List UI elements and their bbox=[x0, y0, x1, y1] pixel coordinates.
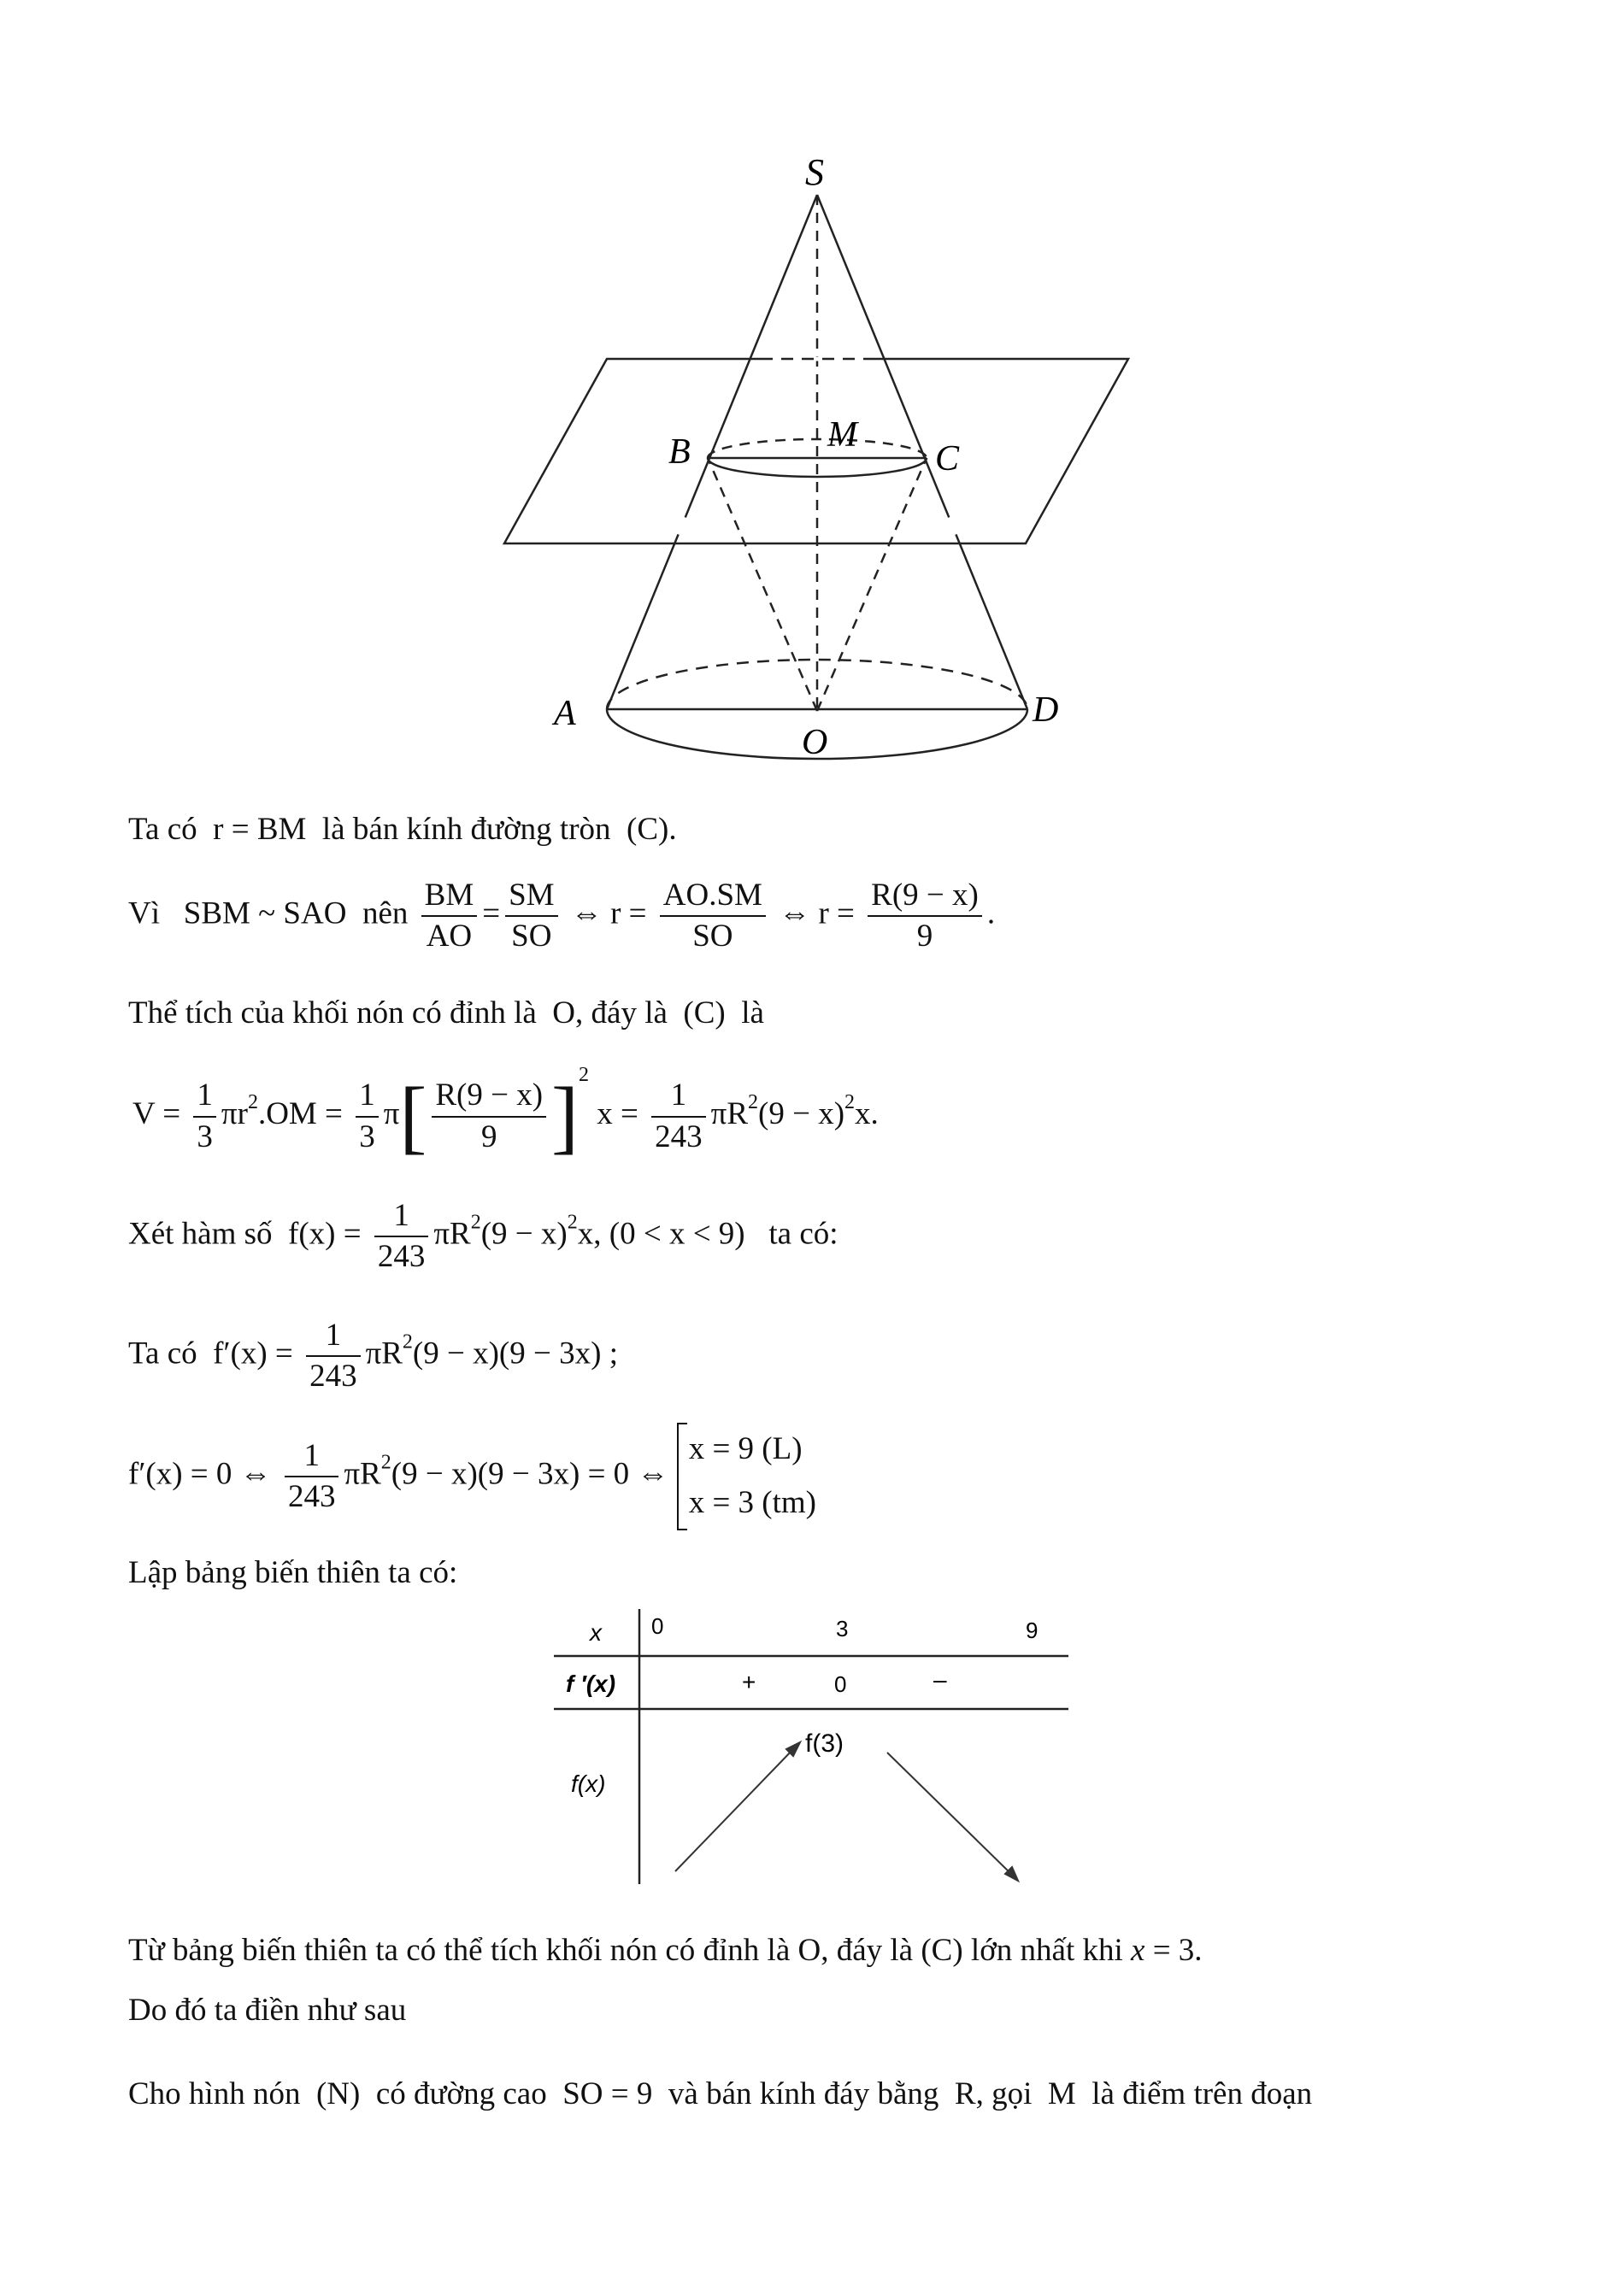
label-c: C bbox=[935, 439, 960, 479]
label-b: B bbox=[668, 432, 691, 472]
line-function: Xét hàm số f(x) = $\frac{1}{243}$ $\pi R^2(9 - x)^2x$, (0 < x < 9) ta có: bbox=[128, 1198, 838, 1275]
table-sign-minus: – bbox=[933, 1666, 947, 1693]
table-sign-zero: 0 bbox=[834, 1671, 847, 1697]
table-max-label: f(3) bbox=[805, 1729, 844, 1758]
line-radius: Ta có r = BM là bán kính đường tròn (C). bbox=[128, 812, 677, 847]
line-derivative-zero: f′(x) = 0 ⇔ $\frac{1}{243}$ $\pi R^2(9 - x)(9 - 3x) = 0$ ⇔ x = 9 (L) x = 3 (tm) bbox=[128, 1423, 816, 1530]
table-x-label: x bbox=[590, 1619, 602, 1646]
line-problem: Cho hình nón (N) có đường cao SO = 9 và bán kính đáy bằng R, gọi M là điểm trên đoạn bbox=[128, 2076, 1313, 2111]
decrease-arrow bbox=[887, 1753, 1013, 1876]
solution-cases: x = 9 (L) x = 3 (tm) bbox=[677, 1423, 816, 1530]
increase-arrow bbox=[675, 1747, 795, 1871]
label-s: S bbox=[805, 151, 824, 193]
line-conclusion: Từ bảng biến thiên ta có thể tích khối nón có đỉnh là O, đáy là (C) lớn nhất khi x = 3. bbox=[128, 1933, 1203, 1968]
label-d: D bbox=[1033, 690, 1059, 730]
cone-figure bbox=[479, 137, 1145, 769]
table-sign-plus: + bbox=[742, 1669, 756, 1695]
line-derivative: Ta có f′(x) = $\frac{1}{243}$ $\pi R^2(9 - x)(9 - 3x)$ ; bbox=[128, 1318, 618, 1395]
label-m: M bbox=[827, 415, 857, 455]
label-a: A bbox=[554, 694, 576, 733]
line-volume-intro: Thể tích của khối nón có đỉnh là O, đáy là (C) là bbox=[128, 995, 764, 1031]
line-similarity: Vì SBM ~ SAO nên $\frac{BM}{AO}$ = $\frac{SM}{SO}$ ⇔ r = $\frac{AO.SM}{SO}$ ⇔ r = $\frac{R(9 - x)}{9}$ . bbox=[128, 878, 996, 954]
table-x-9: 9 bbox=[1026, 1618, 1039, 1643]
line-fill-in: Do đó ta điền như sau bbox=[128, 1993, 407, 2028]
table-f-label: f(x) bbox=[571, 1770, 606, 1797]
variation-table bbox=[547, 1602, 1077, 1893]
table-x-3: 3 bbox=[836, 1616, 849, 1641]
line-table-intro: Lập bảng biến thiên ta có: bbox=[128, 1555, 458, 1590]
table-fprime-label: f ′(x) bbox=[566, 1671, 616, 1697]
label-o: O bbox=[802, 723, 828, 762]
line-volume-formula: V = $\frac{1}{3}$ $\pi r^2.OM$ = $\frac{1}{3}$ π[ $\frac{R(9 - x)}{9}$ ]$^2$ x = $\frac{1}{243}$ $\pi R^2(9 - x)^2x$. bbox=[132, 1064, 879, 1162]
table-x-0: 0 bbox=[651, 1613, 664, 1639]
